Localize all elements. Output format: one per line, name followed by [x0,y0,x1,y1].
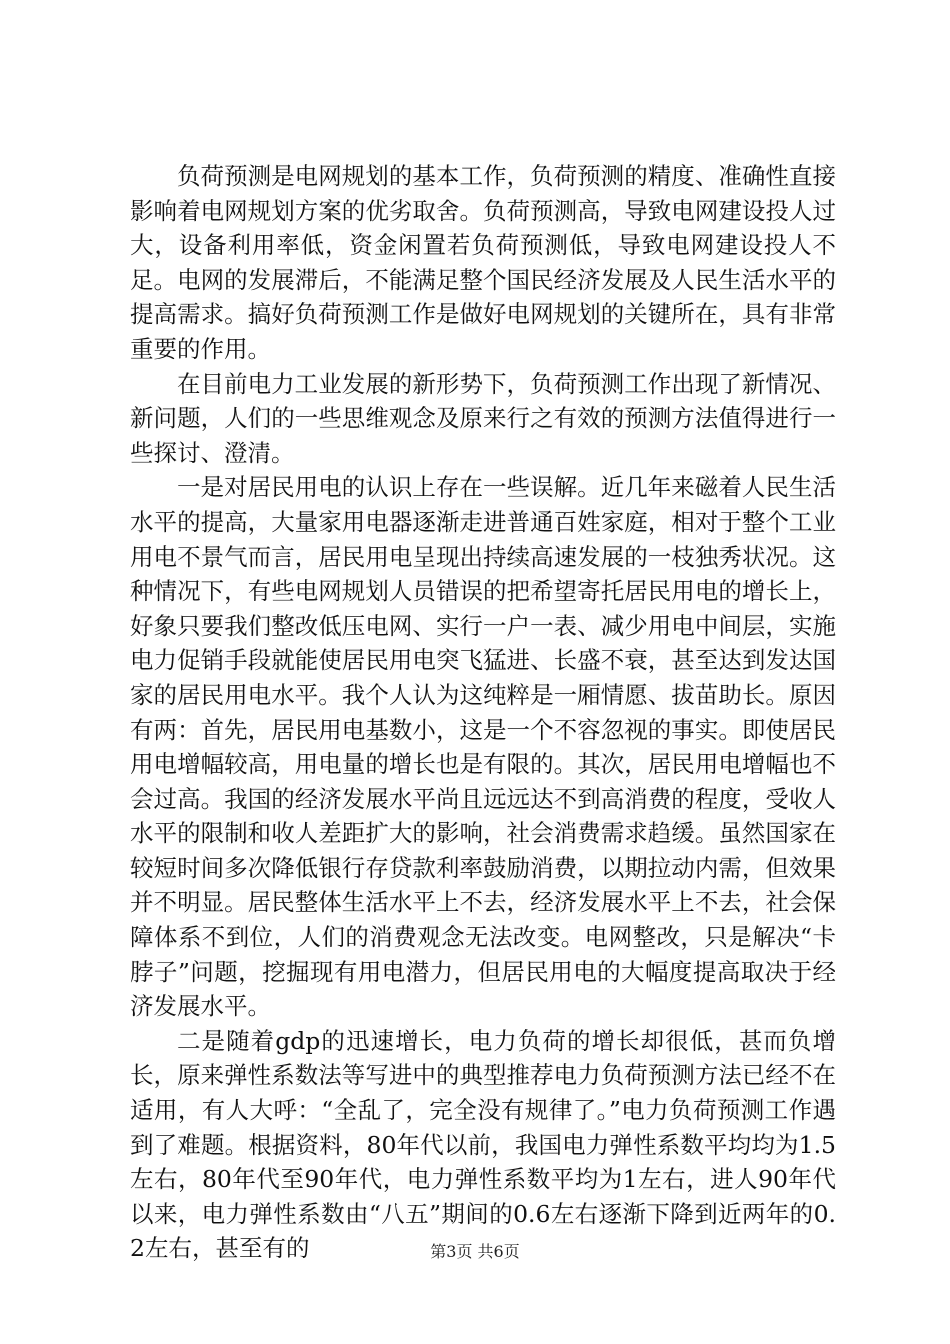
page-footer: 第3页 共6页 [430,1242,520,1261]
paragraph-2: 在目前电力工业发展的新形势下，负荷预测工作出现了新情况、新问题，人们的一些思维观念及原来行之有效的预测方法值得进行一些探讨、澄清。 [130,369,836,467]
paragraph-1: 负荷预测是电网规划的基本工作，负荷预测的精度、准确性直接影响着电网规划方案的优劣取舍。负荷预测高，导致电网建设投人过大，设备利用率低，资金闲置若负荷预测低，导致电网建设投人不足。电网的发展滞后，不能满足整个国民经济发展及人民生活水平的提高需求。搞好负荷预测工作是做好电网规划的关键所在，具有非常重要的作用。 [130,162,836,363]
document-body [130,159,836,1266]
paragraph-3: 一是对居民用电的认识上存在一些误解。近几年来磁着人民生活水平的提高，大量家用电器逐渐走进普通百姓家庭，相对于整个工业用电不景气而言，居民用电呈现出持续高速发展的一枝独秀状况。这种情况下，有些电网规划人员错误的把希望寄托居民用电的增长上，好象只要我们整改低压电网、实行一户一表、减少用电中间层，实施电力促销手段就能使居民用电突飞猛进、长盛不衰，甚至达到发达国家的居民用电水平。我个人认为这纯粹是一厢情愿、拔苗助长。原因有两：首先，居民用电基数小，这是一个不容忽视的事实。即使居民用电增幅较高，用电量的增长也是有限的。其次，居民用电增幅也不会过高。我国的经济发展水平尚且远远达不到高消费的程度，受收人水平的限制和收人差距扩大的影响，社会消费需求趋缓。虽然国家在较短时间多次降低银行存贷款利率鼓励消费，以期拉动内需，但效果并不明显。居民整体生活水平上不去，经济发展水平上不去，社会保障体系不到位，人们的消费观念无法改变。电网整改，只是解决“卡脖子”问题，挖掘现有用电潜力，但居民用电的大幅度提高取决于经济发展水平。 [130,473,836,1021]
paragraph-4: 二是随着gdp的迅速增长，电力负荷的增长却很低，甚而负增长，原来弹性系数法等写进中的典型推荐电力负荷预测方法已经不在适用，有人大呼：“全乱了，完全没有规律了。”电力负荷预测工作遇到了难题。根据资料，80年代以前，我国电力弹性系数平均均为1.5左右，80年代至90年代，电力弹性系数平均为1左右，进人90年代以来，电力弹性系数由“八五”期间的0.6左右逐渐下降到近两年的0.2左右，甚至有的 [130,1026,836,1263]
